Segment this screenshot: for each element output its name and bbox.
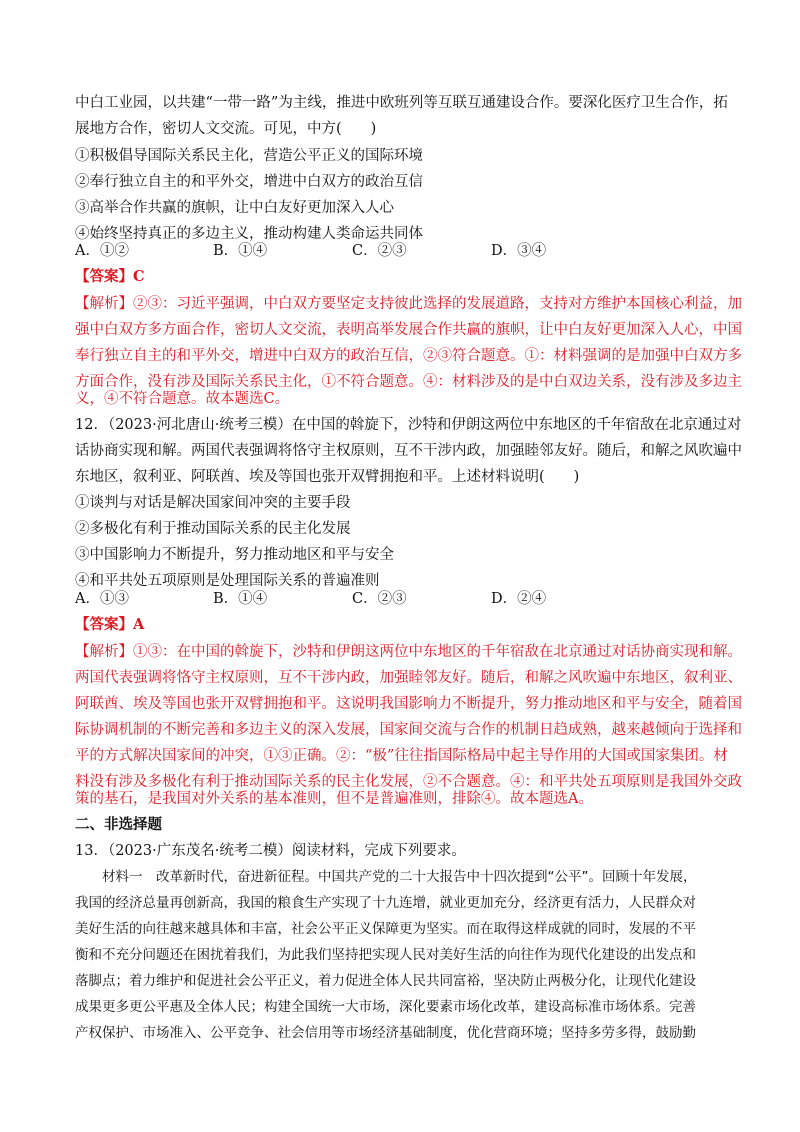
section-heading: 二、非选择题 [75,816,162,833]
q12-analysis-line: 料没有涉及多极化有利于推动国际关系的民主化发展，②不合题意。④：和平共处五项原则是我国外交政 [75,774,742,790]
q11-analysis-line: 义，④不符合题意。故本题选C。 [75,391,290,407]
q13-material-line: 衡和不充分问题还在困扰着我们，为此我们坚持把实现人民对美好生活的向往作为现代化建设的出发点和 [75,947,696,963]
q12-item: ④和平共处五项原则是处理国际关系的普遍准则 [75,573,380,589]
q11-stem-line: 中白工业园，以共建“一带一路”为主线，推进中欧班列等互联互通建设合作。要深化医疗卫生合作，拓 [75,95,728,111]
q11-analysis-line: 【解析】②③：习近平强调，中白双方要坚定支持彼此选择的发展道路，支持对方维护本国核心利益，加 [75,296,742,312]
q12-analysis-line: 际协调机制的不断完善和多边主义的深入发展，国家间交流与合作的机制日趋成熟，越来越倾向于选择和 [75,722,742,738]
q12-stem-line: 东地区，叙利亚、阿联酋、埃及等国也张开双臂拥抱和平。上述材料说明( ) [75,469,580,485]
q13-material-line: 材料一 改革新时代，奋进新征程。中国共产党的二十大报告中十四次提到“公平”。回顾十年发展， [75,869,697,885]
q12-option-d: D．②④ [491,591,547,607]
q11-option-c: C．②③ [352,243,407,259]
q13-material-line: 产权保护、市场准入、公平竞争、社会信用等市场经济基础制度，优化营商环境；坚持多劳多得，鼓励勤 [75,1025,696,1041]
q11-analysis-line: 方面合作，没有涉及国际关系民主化，①不符合题意。④：材料涉及的是中白双边关系，没有涉及多边主 [75,374,742,390]
q12-option-b: B．①④ [213,591,268,607]
q11-item: ①积极倡导国际关系民主化，营造公平正义的国际环境 [75,148,423,164]
q11-answer: 【答案】C [75,268,145,285]
q11-option-d: D．③④ [491,243,547,259]
q11-stem-line: 展地方合作，密切人文交流。可见，中方( ) [75,121,377,137]
q12-item: ②多极化有利于推动国际关系的民主化发展 [75,521,351,537]
q12-stem-line: 话协商实现和解。两国代表强调将恪守主权原则，互不干涉内政，加强睦邻友好。随后，和解之风吹遍中 [75,443,742,459]
q13-stem: 13．（2023·广东茂名·统考二模）阅读材料，完成下列要求。 [75,843,466,859]
q11-item: ③高举合作共赢的旗帜，让中白友好更加深入人心 [75,200,394,216]
q11-analysis-line: 强中白双方多方面合作，密切人文交流，表明高举发展合作共赢的旗帜，让中白友好更加深入人心，中国 [75,322,742,338]
q13-material-line: 落脚点；着力维护和促进社会公平正义，着力促进全体人民共同富裕，坚决防止两极分化，让现代化建设 [75,973,696,989]
q11-option-a: A．①② [75,243,129,259]
q13-material-line: 成果更多更公平惠及全体人民；构建全国统一大市场，深化要素市场化改革，建设高标准市场体系。完善 [75,999,696,1015]
q12-analysis-line: 策的基石，是我国对外关系的基本准则，但不是普遍准则，排除④。故本题选A。 [75,791,593,807]
q12-stem-line: 12．（2023·河北唐山·统考三模）在中国的斡旋下，沙特和伊朗这两位中东地区的千年宿敌在北京通过对 [75,417,742,433]
q12-analysis-line: 阿联酋、埃及等国也张开双臂拥抱和平。这说明我国影响力不断提升，努力推动地区和平与安全，随着国 [75,696,742,712]
q12-item: ①谈判与对话是解决国家间冲突的主要手段 [75,495,351,511]
q12-analysis-line: 两国代表强调将恪守主权原则，互不干涉内政，加强睦邻友好。随后，和解之风吹遍中东地区，叙利亚、 [75,670,742,686]
q13-material-line: 美好生活的向往越来越具体和丰富，社会公平正义保障更为坚实。而在取得这样成就的同时，发展的不平 [75,921,696,937]
q12-answer: 【答案】A [75,616,145,633]
q13-material-line: 我国的经济总量再创新高，我国的粮食生产实现了十九连增，就业更加充分，经济更有活力，人民群众对 [75,895,696,911]
q12-option-a: A．①③ [75,591,129,607]
q11-option-b: B．①④ [213,243,268,259]
q12-analysis-line: 平的方式解决国家间的冲突，①③正确。②：“极”往往指国际格局中起主导作用的大国或国家集团。材 [75,748,728,764]
q12-analysis-line: 【解析】①③：在中国的斡旋下，沙特和伊朗这两位中东地区的千年宿敌在北京通过对话协商实现和解。 [75,644,742,660]
q11-analysis-line: 奉行独立自主的和平外交，增进中白双方的政治互信，②③符合题意。①：材料强调的是加强中白双方多 [75,348,742,364]
q11-item: ②奉行独立自主的和平外交，增进中白双方的政治互信 [75,174,423,190]
q12-item: ③中国影响力不断提升，努力推动地区和平与安全 [75,547,394,563]
q12-option-c: C．②③ [352,591,407,607]
q11-item: ④始终坚持真正的多边主义，推动构建人类命运共同体 [75,226,423,242]
